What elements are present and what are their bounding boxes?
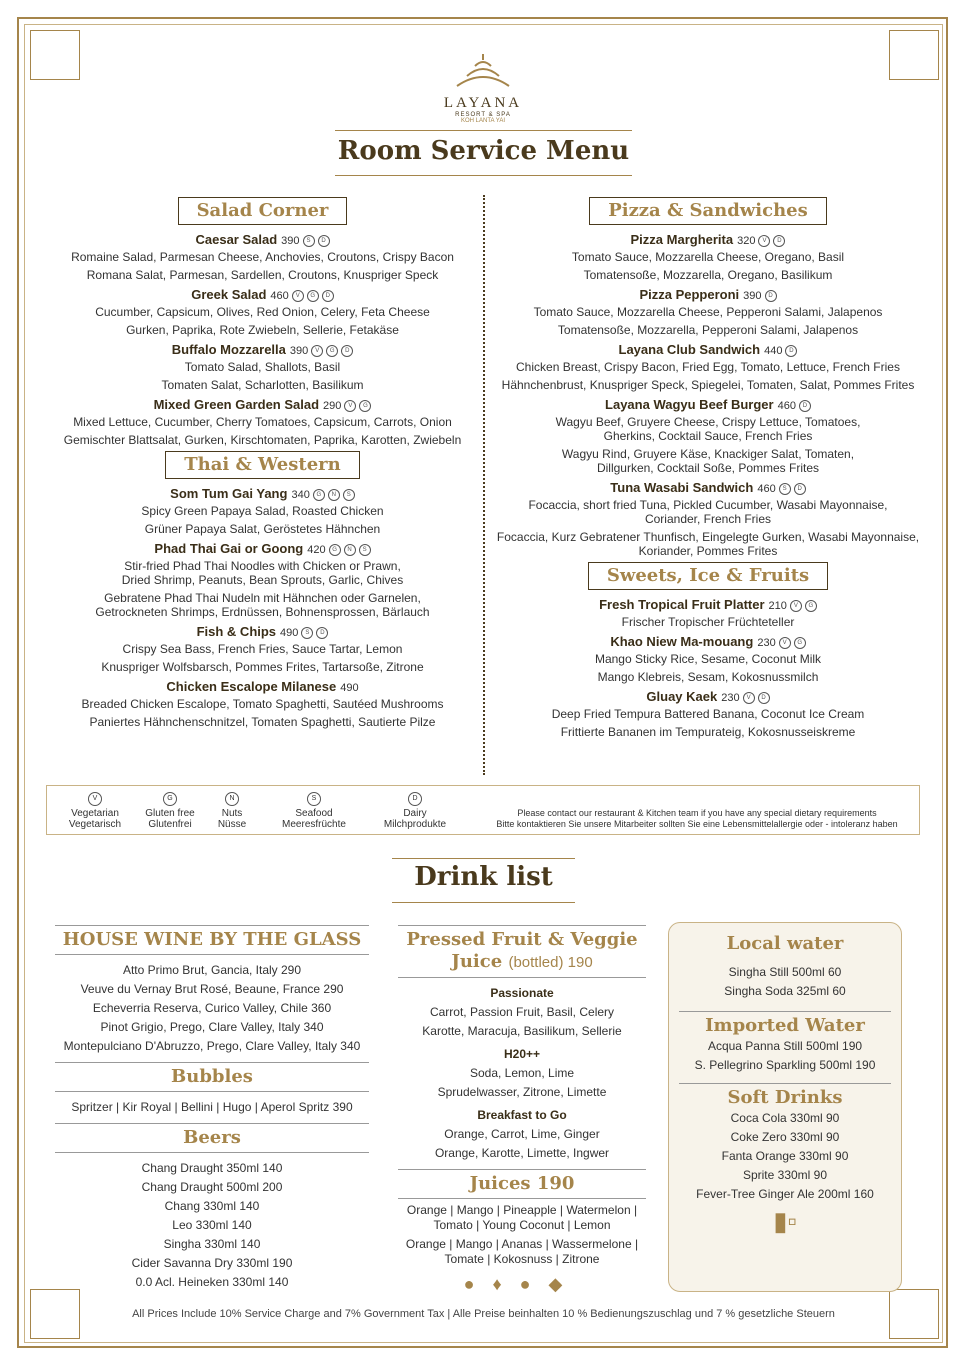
juice-column [398,922,646,1294]
dish-price: 210 [768,600,787,612]
beer-item: Leo 330ml 140 [172,1218,252,1232]
dish-price: 230 [721,692,740,704]
juice-desc-de: Karotte, Maracuja, Basilikum, Sellerie [422,1024,622,1038]
dish-description-de: Tomatensoße, Mozzarella, Pepperoni Salami, Jalapenos [557,323,859,337]
dish-description-en: Tomato Salad, Shallots, Basil [184,360,341,374]
menu-item-name [50,623,475,642]
menu-item-name [492,479,924,498]
dish-description-en: Mixed Lettuce, Cucumber, Cherry Tomatoes, Capsicum, Carrots, Onion [73,415,452,429]
juices-list-en: Orange | Mango | Pineapple | Watermelon | Tomato | Young Coconut | Lemon [406,1203,638,1232]
pressed-juice-suffix: (bottled) 190 [508,954,593,971]
dish-description-en: Breaded Chicken Escalope, Tomato Spaghetti, Sautéed Mushrooms [81,697,444,711]
local-water-heading: Local water [726,933,844,954]
dish-description-en: Frischer Tropischer Früchteteller [621,615,795,629]
wine-item: Atto Primo Brut, Gancia, Italy 290 [122,963,302,977]
dairy-icon: D [794,483,806,495]
juice-name: Breakfast to Go [477,1108,567,1122]
dish-description-de: Paniertes Hähnchenschnitzel, Tomaten Spaghetti, Sautierte Pilze [89,715,436,729]
dish-name: Fresh Tropical Fruit Platter [599,597,765,612]
legend-label-de: Glutenfrei [148,819,192,830]
seafood-icon: S [359,544,371,556]
beer-item: Cider Savanna Dry 330ml 190 [131,1256,293,1270]
legend-item [67,792,123,830]
menu-item-name [50,341,475,360]
soft-drink-item: Coke Zero 330ml 90 [730,1130,840,1144]
orange-icon: ● [463,1274,493,1294]
nuts-icon: N [225,792,239,806]
gluten-icon: G [359,400,371,412]
juice-name: Passionate [490,986,554,1000]
legend-item [279,792,349,830]
nuts-icon: N [328,489,340,501]
layana-logo [433,52,533,124]
seafood-icon: S [303,235,315,247]
corner-ornament-tr [889,30,939,80]
pagoda-logo-icon [453,52,513,88]
logo-name: LAYANA [443,95,523,111]
dish-price: 460 [757,483,776,495]
pressed-juice-heading-2: Juice [451,951,503,972]
dish-description-en: Stir-fried Phad Thai Noodles with Chicken or Prawn, Dried Shrimp, Peanuts, Bean Sprouts, Garlic, Chives [121,559,404,587]
menu-item-name [492,688,924,707]
dish-description-en: Focaccia, short fried Tuna, Pickled Cucumber, Wasabi Mayonnaise, Coriander, French Fries [528,498,888,526]
soft-drink-item: Sprite 330ml 90 [742,1168,828,1182]
juice-desc-de: Orange, Karotte, Limette, Ingwer [434,1146,610,1160]
dish-name: Layana Wagyu Beef Burger [605,397,774,412]
gluten-icon: G [329,544,341,556]
dish-name: Caesar Salad [195,232,278,247]
wine-item: Pinot Grigio, Prego, Clare Valley, Italy 340 [100,1020,324,1034]
legend-label-de: Vegetarisch [68,819,122,830]
dish-price: 390 [289,345,309,357]
logo-location: KOH LANTA YAI [460,118,505,124]
watermelon-icon: ◆ [548,1274,581,1294]
dish-price: 340 [291,489,310,501]
legend-note [477,808,917,830]
seafood-icon: S [301,627,313,639]
menu-item-name [50,485,475,504]
mango-icon: ● [519,1274,549,1294]
soft-drink-item: Fever-Tree Ginger Ale 200ml 160 [696,1187,874,1201]
legend-label-en: Dairy [403,808,427,819]
vegetarian-icon: V [758,235,770,247]
bubbles-list: Spritzer | Kir Royal | Bellini | Hugo | Aperol Spritz 390 [71,1100,353,1114]
dish-price: 420 [307,544,326,556]
logo-sub: RESORT & SPA [455,112,511,118]
dish-description-de: Grüner Papaya Salat, Geröstetes Hähnchen [144,522,381,536]
dish-price: 440 [764,345,783,357]
beer-item: 0.0 Acl. Heineken 330ml 140 [135,1275,289,1289]
dish-description-en: Deep Fried Tempura Battered Banana, Coconut Ice Cream [551,707,865,721]
dairy-icon: D [758,692,770,704]
legend-note-de: Bitte kontaktieren Sie unsere Mitarbeiter sollten Sie eine Lebensmittelallergie oder - intoleranz haben [496,819,898,829]
soft-drinks-heading: Soft Drinks [727,1087,843,1108]
legend-note-en: Please contact our restaurant & Kitchen team if you have any special dietary requirements [517,808,877,818]
dish-price: 490 [340,682,359,694]
dish-price: 390 [281,235,300,247]
dairy-icon: D [408,792,422,806]
dish-name: Pizza Pepperoni [639,287,740,302]
legend-label-en: Nuts [221,808,243,819]
menu-item-name [492,596,924,615]
gluten-free-icon: G [163,792,177,806]
nuts-icon: N [344,544,356,556]
seafood-icon: S [307,792,321,806]
menu-item-name [492,396,924,415]
section-heading: Pizza & Sandwiches [589,197,827,225]
soft-drink-item: Fanta Orange 330ml 90 [721,1149,849,1163]
vegetarian-icon: V [790,600,802,612]
menu-item-name [492,286,924,305]
legend-label-en: Vegetarian [71,808,119,819]
dish-description-de: Tomatensoße, Mozzarella, Oregano, Basilikum [583,268,833,282]
beers-heading: Beers [183,1127,241,1148]
dairy-icon: D [773,235,785,247]
dairy-icon: D [316,627,328,639]
gluten-icon: G [307,290,319,302]
dish-description-de: Gurken, Paprika, Rote Zwiebeln, Sellerie, Fetakäse [126,323,399,337]
dairy-icon: D [799,400,811,412]
dairy-icon: D [341,345,353,357]
menu-item-name [50,231,475,250]
dish-description-de: Focaccia, Kurz Gebratener Thunfisch, Eingelegte Gurken, Wasabi Mayonnaise, Koriander, Pommes Frites [496,530,920,558]
dish-price: 460 [777,400,796,412]
dish-description-de: Gemischter Blattsalat, Gurken, Kirschtomaten, Paprika, Karotten, Zwiebeln [63,433,462,447]
juices-heading: Juices 190 [469,1173,575,1194]
menu-item-name [50,678,475,697]
vegetarian-icon: V [743,692,755,704]
dish-name: Mixed Green Garden Salad [153,397,320,412]
dish-description-de: Mango Klebreis, Sesam, Kokosnussmilch [597,670,819,684]
dish-price: 390 [743,290,762,302]
dish-price: 490 [280,627,299,639]
dairy-icon: D [785,345,797,357]
section-heading: Salad Corner [178,197,348,225]
page-title: Room Service Menu [337,136,630,166]
gluten-icon: G [326,345,338,357]
beer-item: Chang 330ml 140 [164,1199,260,1213]
dairy-icon: D [765,290,777,302]
dish-name: Tuna Wasabi Sandwich [610,480,754,495]
dietary-legend [46,785,920,835]
juice-desc-en: Orange, Carrot, Lime, Ginger [444,1127,600,1141]
dish-description-en: Chicken Breast, Crispy Bacon, Fried Egg, Tomato, Lettuce, French Fries [516,360,900,374]
dish-price: 290 [323,400,342,412]
dish-description-de: Wagyu Rind, Gruyere Käse, Knackiger Salat, Tomaten, Dillgurken, Cocktail Soße, Pommes Frites [561,447,855,475]
dish-price: 320 [737,235,756,247]
juice-desc-de: Sprudelwasser, Zitrone, Limette [437,1085,607,1099]
dish-price: 230 [757,637,776,649]
food-left-column [50,197,475,729]
wine-item: Echeverria Reserva, Curico Valley, Chile 360 [92,1001,332,1015]
drink-title-rule-bottom [392,902,575,903]
dish-description-de: Knuspriger Wolfsbarsch, Pommes Frites, Tartarsoße, Zitrone [101,660,424,674]
menu-item-name [492,633,924,652]
legend-label-de: Meeresfrüchte [282,819,346,830]
menu-item-name [50,540,475,559]
local-water-item: Singha Still 500ml 60 [728,965,842,979]
dish-description-de: Hähnchenbrust, Knuspriger Speck, Spiegelei, Tomaten, Salat, Pommes Frites [501,378,915,392]
menu-item-name [492,341,924,360]
seafood-icon: S [779,483,791,495]
imported-water-item: Acqua Panna Still 500ml 190 [707,1039,863,1053]
legend-label-en: Seafood [295,808,333,819]
soft-drink-item: Coca Cola 330ml 90 [730,1111,840,1125]
dish-description-en: Cucumber, Capsicum, Olives, Red Onion, Celery, Feta Cheese [95,305,430,319]
vegetarian-icon: V [779,637,791,649]
dish-description-de: Romana Salat, Parmesan, Sardellen, Croutons, Knuspriger Speck [86,268,439,282]
seafood-icon: S [343,489,355,501]
wine-item: Veuve du Vernay Brut Rosé, Beaune, France 290 [80,982,344,996]
dairy-icon: D [322,290,334,302]
column-divider [483,195,485,775]
menu-item-name [492,231,924,250]
juice-desc-en: Soda, Lemon, Lime [469,1066,575,1080]
gluten-icon: G [313,489,325,501]
legend-item [377,792,453,830]
wine-item: Montepulciano D'Abruzzo, Prego, Clare Valley, Italy 340 [63,1039,361,1053]
beer-item: Chang Draught 350ml 140 [141,1161,283,1175]
dish-description-en: Wagyu Beef, Gruyere Cheese, Crispy Lettuce, Tomatoes, Gherkins, Cocktail Sauce, French Fries [555,415,861,443]
dish-description-en: Romaine Salad, Parmesan Cheese, Anchovies, Croutons, Crispy Bacon [71,250,454,264]
legend-label-en: Gluten free [145,808,195,819]
dish-name: Som Tum Gai Yang [170,486,288,501]
beer-item: Chang Draught 500ml 200 [141,1180,283,1194]
dish-description-en: Tomato Sauce, Mozzarella Cheese, Pepperoni Salami, Jalapenos [533,305,883,319]
vegetarian-icon: V [292,290,304,302]
title-rule-top [335,130,632,131]
beer-item: Singha 330ml 140 [163,1237,261,1251]
drink-title-rule-top [392,858,575,859]
legend-item [145,792,195,830]
dish-description-de: Frittierte Bananen im Tempurateig, Kokosnusseiskreme [560,725,856,739]
gluten-icon: G [794,637,806,649]
juice-desc-en: Carrot, Passion Fruit, Basil, Celery [429,1005,615,1019]
wine-column [55,922,369,1292]
juice-name: H20++ [503,1047,541,1061]
imported-water-item: S. Pellegrino Sparkling 500ml 190 [694,1058,876,1072]
dish-description-de: Gebratene Phad Thai Nudeln mit Hähnchen oder Garnelen, Getrockneten Shrimps, Erdnüssen, Bohnensprossen, Bärlauch [95,591,430,619]
vegetarian-icon: V [88,792,102,806]
menu-item-name [50,286,475,305]
legend-label-de: Milchprodukte [383,819,447,830]
drink-list-title: Drink list [414,862,553,892]
dish-name: Phad Thai Gai or Goong [154,541,304,556]
dish-name: Greek Salad [191,287,267,302]
legend-item [217,792,247,830]
vegetarian-icon: V [344,400,356,412]
house-wine-heading: HOUSE WINE BY THE GLASS [62,929,362,950]
dish-name: Pizza Margherita [630,232,734,247]
title-rule-bottom [335,175,632,176]
dish-name: Chicken Escalope Milanese [166,679,337,694]
vegetarian-icon: V [311,345,323,357]
corner-ornament-tl [30,30,80,80]
pineapple-icon: ♦ [492,1274,520,1294]
dish-description-de: Tomaten Salat, Scharlotten, Basilikum [161,378,364,392]
bubbles-heading: Bubbles [171,1066,253,1087]
dish-name: Buffalo Mozzarella [171,342,286,357]
food-right-column [492,197,924,739]
dish-price: 460 [270,290,289,302]
dish-description-en: Mango Sticky Rice, Sesame, Coconut Milk [594,652,822,666]
gluten-icon: G [805,600,817,612]
imported-water-heading: Imported Water [705,1015,865,1036]
fruit-icons [398,1275,646,1294]
section-heading: Sweets, Ice & Fruits [588,562,828,590]
dish-name: Gluay Kaek [646,689,718,704]
dish-name: Khao Niew Ma-mouang [610,634,754,649]
dish-name: Layana Club Sandwich [618,342,761,357]
water-box [668,922,902,1292]
dish-description-en: Spicy Green Papaya Salad, Roasted Chicken [141,504,384,518]
juices-list-de: Orange | Mango | Ananas | Wassermelone | Tomate | Kokosnuss | Zitrone [405,1237,639,1266]
dish-name: Fish & Chips [196,624,277,639]
legend-label-de: Nüsse [217,819,247,830]
local-water-item: Singha Soda 325ml 60 [724,984,846,998]
dish-description-en: Crispy Sea Bass, French Fries, Sauce Tartar, Lemon [122,642,403,656]
footer-note: All Prices Include 10% Service Charge and 7% Government Tax | Alle Preise beinhalten 10 % Bedienungszuschlag und 7 % gesetzliche Steuern [132,1308,835,1320]
menu-item-name [50,396,475,415]
pressed-juice-heading: Pressed Fruit & Veggie [406,929,638,950]
dairy-icon: D [318,235,330,247]
dish-description-en: Tomato Sauce, Mozzarella Cheese, Oregano, Basil [571,250,845,264]
section-heading: Thai & Western [165,451,359,479]
bottle-glass-icon: ▮▫ [773,1206,797,1236]
